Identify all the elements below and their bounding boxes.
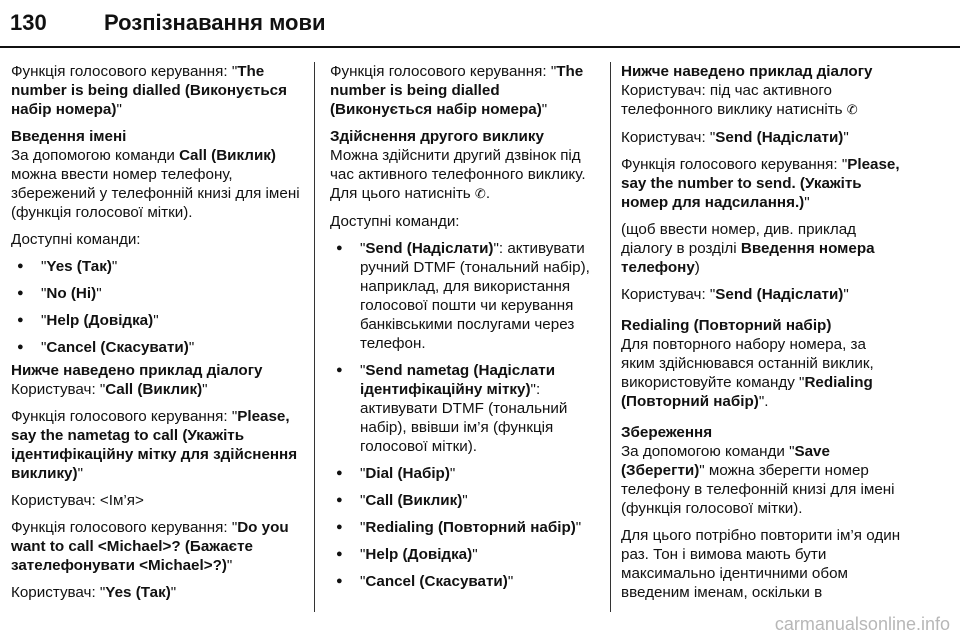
list-item: ● "Yes (Так)": [11, 257, 304, 276]
paragraph: За допомогою команди "Save (Зберегти)" можна зберегти номер телефону в телефонній книзі для імені (функція голосової мітки).: [621, 443, 895, 517]
section-heading: Redialing (Повторний набір): [621, 317, 832, 334]
dialog-line: Користувач: "Send (Надіслати)": [621, 129, 849, 146]
section-heading: Здійснення другого виклику: [330, 128, 544, 145]
page-number: 130: [10, 10, 47, 35]
paragraph: Доступні команди:: [11, 231, 141, 248]
list-item: ● "Cancel (Скасувати)": [11, 338, 304, 357]
section-heading: Збереження: [621, 424, 713, 441]
page-header: [0, 0, 960, 46]
column-3: [621, 62, 901, 610]
list-item: ● "Dial (Набір)": [330, 464, 600, 483]
paragraph: Для цього потрібно повторити ім’я один раз. Тон і вимова мають бути максимально ідентичними обом введеним іменам, оскільки в: [621, 527, 901, 601]
column-1: [11, 62, 304, 610]
list-item: ● "No (Ні)": [11, 284, 304, 303]
page-title: Розпізнавання мови: [104, 10, 326, 35]
dialog-line: Користувач: під час активного телефонного виклику натисніть ✆: [621, 82, 858, 118]
list-item: ● "Send nametag (Надіслати ідентифікаційну мітку)": активувати DTMF (тональний набір), ввівши ім’я (функція голосової мітки).: [330, 361, 600, 456]
command-list: [11, 257, 304, 357]
list-item: ● "Send (Надіслати)": активувати ручний DTMF (тональний набір), наприклад, для використання голосової пошти чи керування банківськими послугами через телефон.: [330, 239, 600, 353]
column-divider: [314, 62, 315, 612]
phone-icon: ✆: [846, 103, 858, 118]
header-rule: [0, 46, 960, 48]
paragraph: Функція голосового керування: "The number is being dialled (Виконується набір номера)": [11, 63, 287, 118]
command-list: [330, 239, 600, 591]
paragraph: Доступні команди:: [330, 213, 460, 230]
paragraph: Для повторного набору номера, за яким здійснювався останній виклик, використовуйте команду "Redialing (Повторний набір)".: [621, 336, 874, 410]
dialog-line: Функція голосового керування: "Please, say the nametag to call (Укажіть ідентифікаційну мітку для здійснення виклику)": [11, 408, 298, 482]
paragraph: Можна здійснити другий дзвінок під час активного телефонного виклику. Для цього натисніть ✆.: [330, 147, 586, 202]
column-2: [330, 62, 600, 599]
column-divider: [610, 62, 611, 612]
paragraph: За допомогою команди Call (Виклик) можна ввести номер телефону, збережений у телефонній книзі для імені (функція голосової мітки).: [11, 147, 300, 221]
dialog-line: Функція голосового керування: "Do you want to call <Michael>? (Бажаєте зателефонувати <Michael>?)": [11, 519, 289, 574]
dialog-line: Користувач: "Send (Надіслати)": [621, 286, 849, 303]
list-item: ● "Help (Довідка)": [11, 311, 304, 330]
dialog-line: Функція голосового керування: "Please, say the number to send. (Укажіть номер для надсилання.)": [621, 156, 900, 211]
list-item: ● "Call (Виклик)": [330, 491, 600, 510]
dialog-line: Користувач: <Ім’я>: [11, 492, 144, 509]
phone-icon: ✆: [474, 187, 486, 202]
dialog-line: Користувач: "Call (Виклик)": [11, 381, 208, 398]
dialog-line: Користувач: "Yes (Так)": [11, 584, 177, 601]
section-heading: Введення імені: [11, 128, 127, 145]
dialog-line: (щоб ввести номер, див. приклад діалогу в розділі Введення номера телефону): [621, 221, 875, 276]
watermark: carmanualsonline.info: [774, 614, 950, 634]
paragraph: Функція голосового керування: "The number is being dialled (Виконується набір номера)": [330, 63, 584, 118]
list-item: ● "Cancel (Скасувати)": [330, 572, 600, 591]
list-item: ● "Redialing (Повторний набір)": [330, 518, 600, 537]
section-heading: Нижче наведено приклад діалогу: [11, 362, 263, 379]
section-heading: Нижче наведено приклад діалогу: [621, 63, 873, 80]
list-item: ● "Help (Довідка)": [330, 545, 600, 564]
